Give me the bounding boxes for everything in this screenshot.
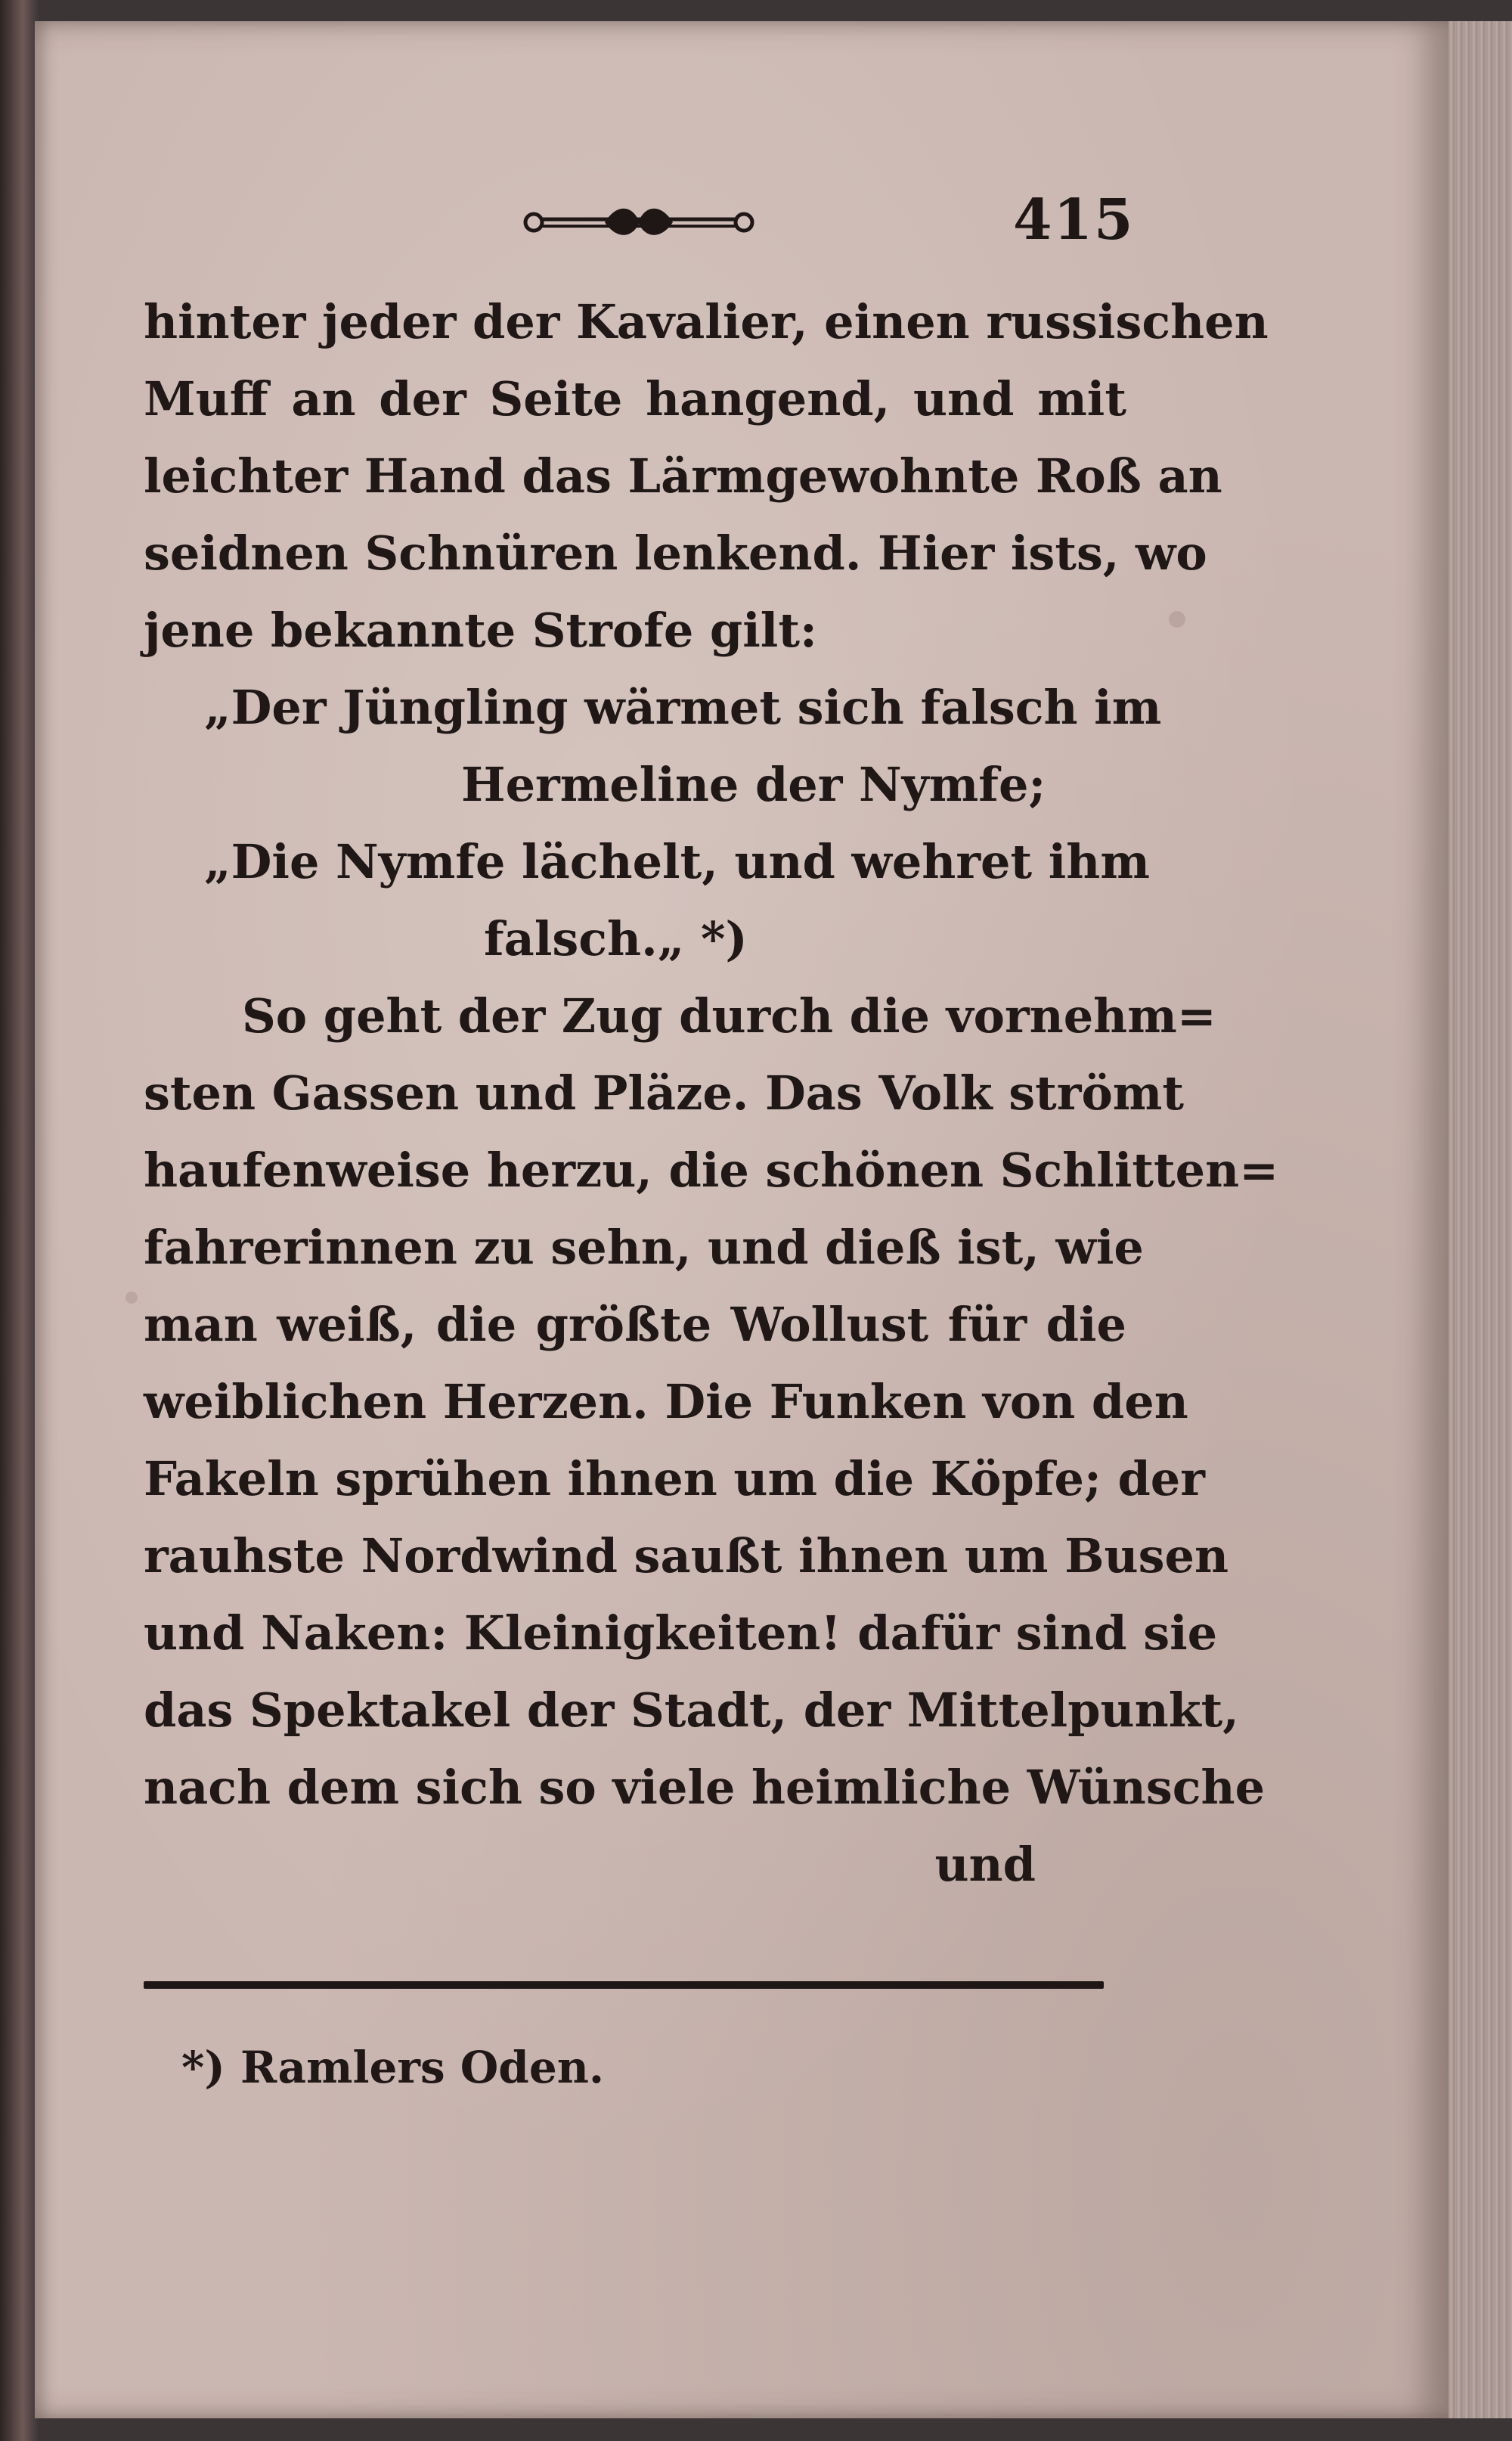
text-line: weiblichen Herzen. Die Funken von den [144, 1374, 1188, 1429]
footnote-rule [144, 1981, 1104, 1989]
text-line: hinter jeder der Kavalier, einen russischen [144, 294, 1269, 349]
text-line: man weiß, die größte Wollust für die [144, 1297, 1126, 1352]
text-line: haufenweise herzu, die schönen Schlitten= [144, 1143, 1279, 1198]
body-text [144, 284, 1279, 1903]
text-line: rauhste Nordwind saußt ihnen um Busen [144, 1528, 1229, 1583]
paper-spot [1169, 611, 1185, 628]
text-line: fahrerinnen zu sehn, und dieß ist, wie [144, 1220, 1144, 1275]
page-header [144, 188, 1135, 263]
text-line: jene bekannte Strofe gilt: [144, 603, 817, 658]
ornament-icon [522, 200, 756, 245]
catchword: und [934, 1837, 1036, 1892]
verse-line: Hermeline der Nymfe; [461, 757, 1046, 812]
verse-line: falsch.„ *) [484, 911, 748, 966]
text-line: Muff an der Seite hangend, und mit [144, 371, 1126, 426]
text-line: und Naken: Kleinigkeiten! dafür sind sie [144, 1605, 1218, 1661]
footnote: *) Ramlers Oden. [181, 2042, 605, 2093]
text-line: seidnen Schnüren lenkend. Hier ists, wo [144, 526, 1207, 581]
text-line: das Spektakel der Stadt, der Mittelpunkt, [144, 1683, 1239, 1738]
page-edges [1448, 21, 1512, 2418]
text-line: nach dem sich so viele heimliche Wünsche [144, 1760, 1266, 1815]
text-line: leichter Hand das Lärmgewohnte Roß an [144, 448, 1222, 504]
verse-line: „Die Nymfe lächelt, und wehret ihm [204, 834, 1150, 889]
text-line: So geht der Zug durch die vornehm= [242, 988, 1216, 1044]
page-number: 415 [1013, 188, 1135, 253]
verse-line: „Der Jüngling wärmet sich falsch im [204, 680, 1162, 735]
text-line: sten Gassen und Pläze. Das Volk strömt [144, 1065, 1185, 1121]
text-line: Fakeln sprühen ihnen um die Köpfe; der [144, 1451, 1205, 1506]
paper-spot [125, 1292, 138, 1304]
